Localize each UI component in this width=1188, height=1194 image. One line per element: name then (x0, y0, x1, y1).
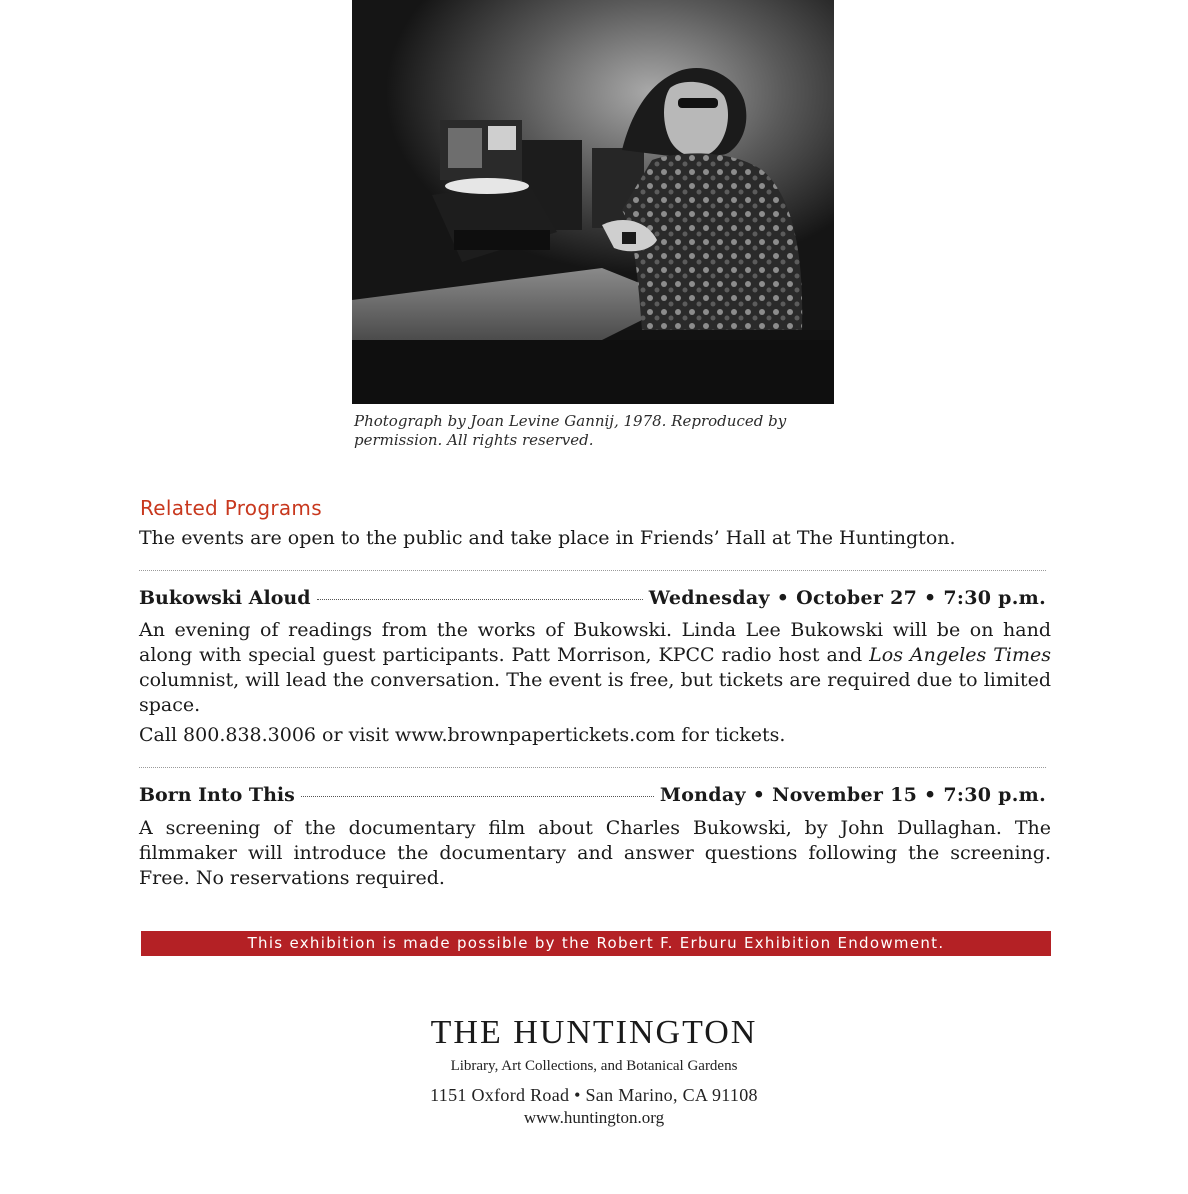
event-description-text: An evening of readings from the works of Bukowski. Linda Lee Bukowski will be on hand along with special guest participants. Patt Morrison, KPCC radio host and (139, 619, 1051, 666)
newspaper-title: Los Angeles Times (869, 644, 1051, 666)
event-date: Monday • November 15 • 7:30 p.m. (659, 784, 1046, 806)
divider (139, 570, 1046, 571)
org-website[interactable]: www.huntington.org (523, 1108, 665, 1127)
bukowski-photograph (352, 0, 834, 404)
event-heading (139, 784, 1046, 810)
event-description (139, 618, 1051, 718)
event-heading (139, 587, 1046, 613)
event-description: A screening of the documentary film about Charles Bukowski, by John Dullaghan. The filmmaker will introduce the documentary and answer questions following the screening. Free. No reservations required. (139, 817, 1051, 889)
org-address: 1151 Oxford Road • San Marino, CA 91108 (430, 1085, 758, 1105)
section-title: Related Programs (140, 496, 322, 520)
org-subtitle: Library, Art Collections, and Botanical Gardens (450, 1058, 738, 1074)
sponsor-banner: This exhibition is made possible by the Robert F. Erburu Exhibition Endowment. (141, 931, 1051, 956)
dot-leader (317, 599, 643, 600)
ticket-info: Call 800.838.3006 or visit www.brownpapertickets.com for tickets. (139, 724, 786, 746)
divider (139, 767, 1046, 768)
event-name: Bukowski Aloud (139, 587, 311, 609)
event-description-text: columnist, will lead the conversation. The event is free, but tickets are required due to limited space. (139, 669, 1051, 716)
org-name: THE HUNTINGTON (430, 1014, 758, 1051)
intro-text: The events are open to the public and take place in Friends’ Hall at The Huntington. (139, 527, 956, 549)
event-date: Wednesday • October 27 • 7:30 p.m. (648, 587, 1046, 609)
event-name: Born Into This (139, 784, 295, 806)
dot-leader (301, 796, 654, 797)
photo-artwork (352, 0, 834, 404)
photo-caption: Photograph by Joan Levine Gannij, 1978. Reproduced by permission. All rights reserved. (354, 412, 787, 449)
